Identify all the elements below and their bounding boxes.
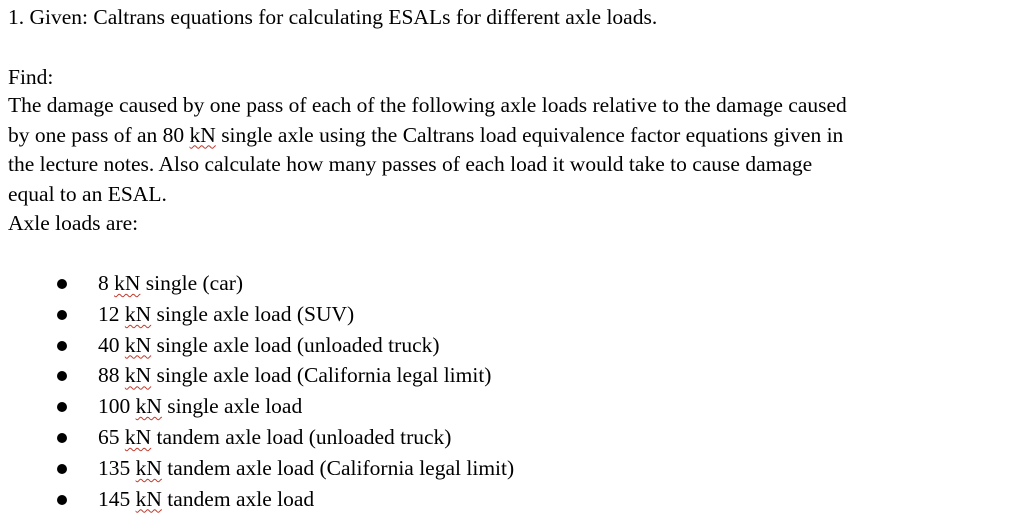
- spellcheck-underlined-word: kN: [124, 424, 152, 449]
- spellcheck-underlined-word: kN: [124, 301, 152, 326]
- spellcheck-underlined-word: kN: [124, 363, 152, 388]
- spellcheck-underlined-word: kN: [135, 455, 162, 480]
- paragraph-line: the lecture notes. Also calculate how many passes of each load it would take to cause damage: [8, 152, 813, 177]
- spellcheck-underlined-word: kN: [135, 394, 162, 419]
- axle-load-text: 12 kN single axle load (SUV): [98, 301, 355, 326]
- bullet-icon: [57, 464, 67, 474]
- bullet-icon: [57, 402, 67, 412]
- spellcheck-underlined-word: kN: [189, 122, 216, 147]
- bullet-icon: [57, 341, 67, 351]
- spellcheck-underlined-word: kN: [135, 486, 162, 511]
- axle-load-text: 40 kN single axle load (unloaded truck): [98, 332, 440, 357]
- axle-load-text: 135 kN tandem axle load (California legal limit): [98, 455, 515, 480]
- paragraph-line: by one pass of an 80 kN single axle using the Caltrans load equivalence factor equations given in: [8, 122, 844, 147]
- bullet-icon: [57, 433, 67, 443]
- axle-load-text: 65 kN tandem axle load (unloaded truck): [98, 424, 452, 449]
- paragraph-line: The damage caused by one pass of each of the following axle loads relative to the damage caused: [8, 93, 847, 117]
- axle-load-text: 100 kN single axle load: [98, 394, 303, 419]
- bullet-icon: [57, 310, 67, 320]
- paragraph-line: equal to an ESAL.: [8, 182, 167, 207]
- bullet-icon: [57, 279, 67, 289]
- spellcheck-underlined-word: kN: [114, 271, 141, 295]
- axle-load-text: 8 kN single (car): [98, 271, 244, 295]
- spellcheck-underlined-word: kN: [124, 332, 152, 357]
- find-label: Find:: [8, 65, 54, 89]
- bullet-icon: [57, 495, 67, 505]
- bullet-icon: [57, 371, 67, 381]
- axle-loads-label: Axle loads are:: [8, 211, 139, 235]
- given-line: 1. Given: Caltrans equations for calculating ESALs for different axle loads.: [8, 5, 658, 29]
- axle-load-text: 88 kN single axle load (California legal limit): [98, 363, 492, 388]
- axle-load-text: 145 kN tandem axle load: [98, 486, 315, 511]
- find-paragraph: [8, 90, 847, 209]
